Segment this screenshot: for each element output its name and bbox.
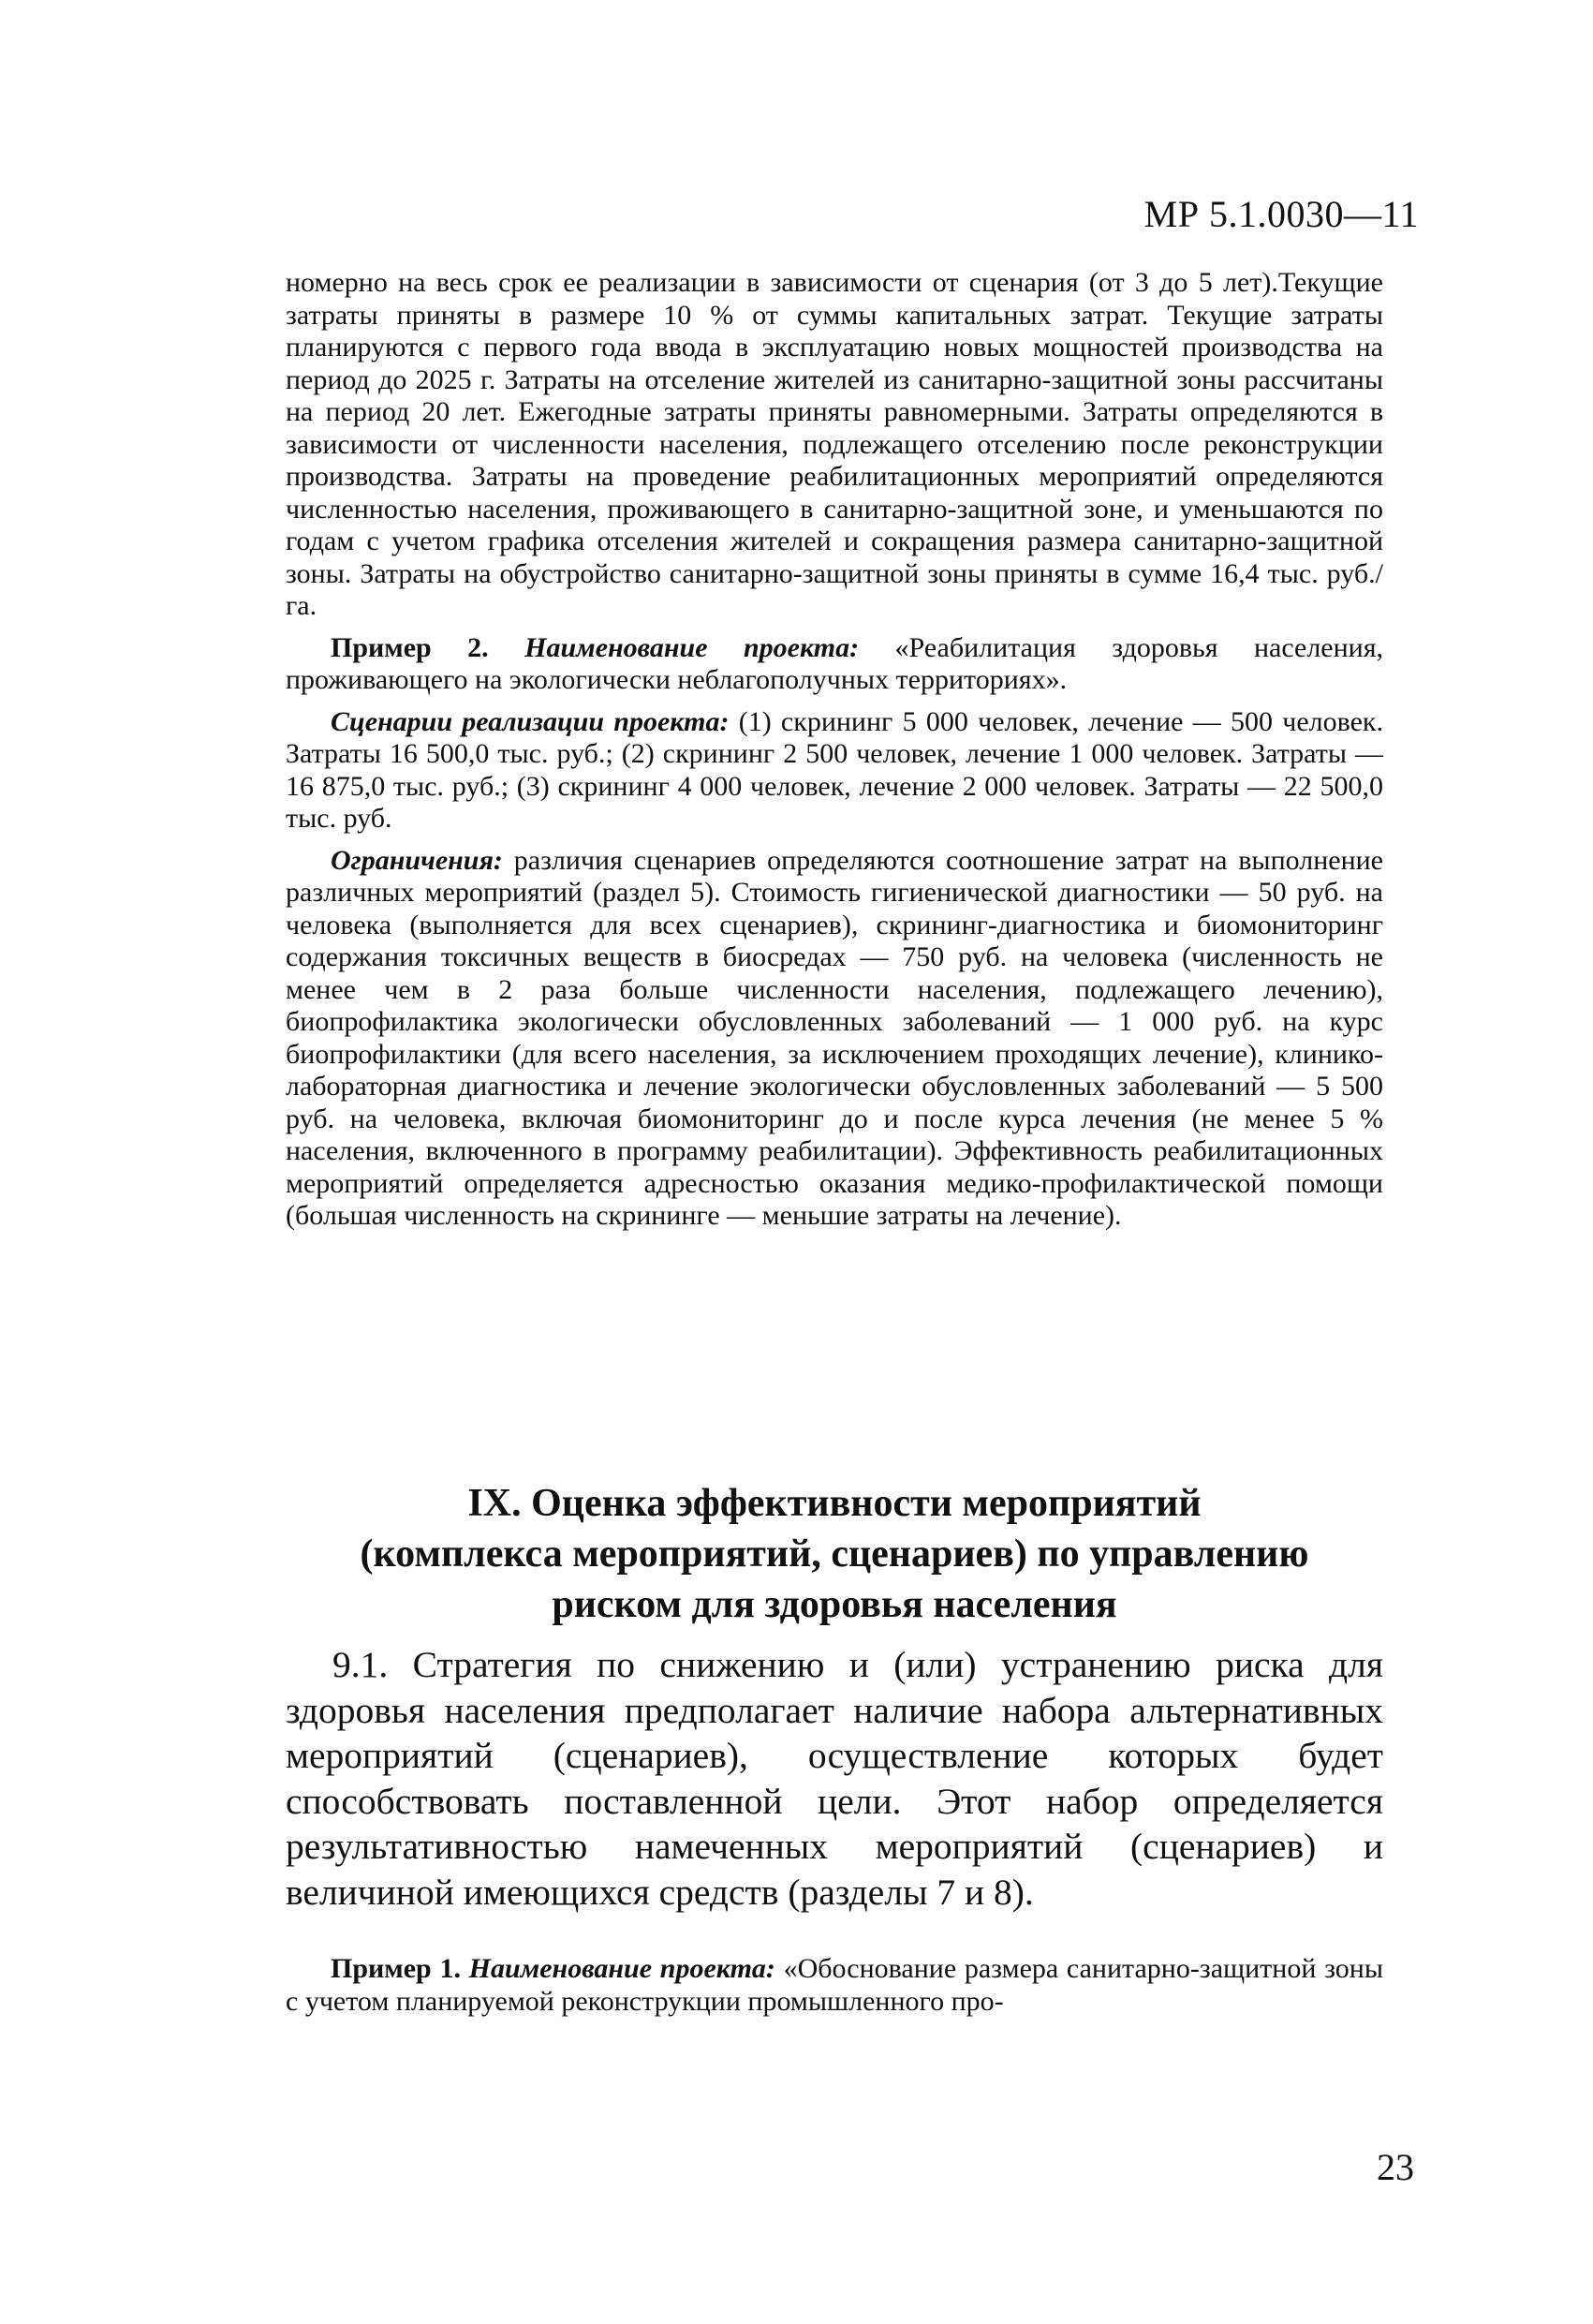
- section-9-heading: [286, 1478, 1383, 1630]
- example-1-name-label: Наименование проекта:: [468, 1953, 775, 1984]
- example-2-name-label: Наименование проекта:: [524, 631, 860, 663]
- example-2-scenarios-label: Сценарии реализации проекта:: [331, 705, 730, 737]
- section-9-heading-line-3: риском для здоровья населения: [552, 1583, 1117, 1626]
- example-2-name-text: «Реабилитация здоровья населения, проживающего на экологически неблагополучных территориях».: [286, 631, 1384, 695]
- page-number: 23: [1377, 2146, 1414, 2188]
- example-2-title-paragraph: [286, 632, 1383, 697]
- body-text-top: [286, 267, 1383, 1233]
- paragraph-9-1: 9.1. Стратегия по снижению и (или) устранению риска для здоровья населения предполагает наличие набора альтернативных мероприятий (сценариев), осуществление которых будет способствовать поставленной цели. Этот набор определяется результативностью намеченных мероприятий (сценариев) и величиной имеющихся средств (разделы 7 и 8).: [286, 1644, 1383, 1913]
- body-text-bottom: [286, 1953, 1383, 2018]
- example-2-label: Пример 2.: [331, 631, 489, 663]
- example-2-limits-text: различия сценариев определяются соотношение затрат на выполнение различных мероприятий (раздел 5). Стоимость гигиенической диагностики — 50 руб. на человека (выполняется для всех сценариев), скрининг-диагностика и биомониторинг содержания токсичных веществ в биосредах — 750 руб. на человека (численность не менее чем в 2 раза больше численности населения, подлежащего лечению), биопрофилактика экологически обусловленных заболеваний — 1 000 руб. на курс биопрофилактики (для всего населения, за исключением проходящих лечение), клинико-лабораторная диагностика и лечение экологически обусловленных заболеваний — 5 500 руб. на человека, включая биомониторинг до и после курса лечения (не менее 5 % населения, включенного в программу реабилитации). Эффективность реабилитационных мероприятий определяется адресностью оказания медико-профилактической помощи (большая численность на скрининге — меньшие затраты на лечение).: [286, 844, 1384, 1231]
- section-9-heading-line-1: IX. Оценка эффективности мероприятий: [467, 1482, 1202, 1525]
- example-2-scenarios-text: (1) скрининг 5 000 человек, лечение — 500 человек. Затраты 16 500,0 тыс. руб.; (2) скрининг 2 500 человек, лечение 1 000 человек. Затраты — 16 875,0 тыс. руб.; (3) скрининг 4 000 человек, лечение 2 000 человек. Затраты — 22 500,0 тыс. руб.: [286, 705, 1383, 834]
- example-2-limits-paragraph: [286, 845, 1383, 1233]
- example-2-limits-label: Ограничения:: [331, 844, 503, 876]
- example-1-label: Пример 1.: [331, 1953, 461, 1984]
- example-1-name-text: «Обоснование размера санитарно-защитной зоны с учетом планируемой реконструкции промышленного про-: [286, 1953, 1383, 2017]
- continuation-paragraph: номерно на весь срок ее реализации в зависимости от сценария (от 3 до 5 лет).Текущие затраты приняты в размере 10 % от суммы капитальных затрат. Текущие затраты планируются с первого года ввода в эксплуатацию новых мощностей производства на период до 2025 г. Затраты на отселение жителей из санитарно-защитной зоны рассчитаны на период 20 лет. Ежегодные затраты приняты равномерными. Затраты определяются в зависимости от численности населения, подлежащего отселению после реконструкции производства. Затраты на проведение реабилитационных мероприятий определяются численностью населения, проживающего в санитарно-защитной зоне, и уменьшаются по годам с учетом графика отселения жителей и сокращения размера санитарно-защитной зоны. Затраты на обустройство санитарно-защитной зоны приняты в сумме 16,4 тыс. руб./га.: [286, 267, 1383, 621]
- document-code: МР 5.1.0030—11: [1143, 193, 1419, 235]
- example-2-scenarios-paragraph: [286, 706, 1383, 836]
- section-9-body: [286, 1642, 1383, 1915]
- example-1-paragraph: [286, 1953, 1383, 2018]
- section-9-heading-line-2: (комплекса мероприятий, сценариев) по управлению: [360, 1532, 1309, 1576]
